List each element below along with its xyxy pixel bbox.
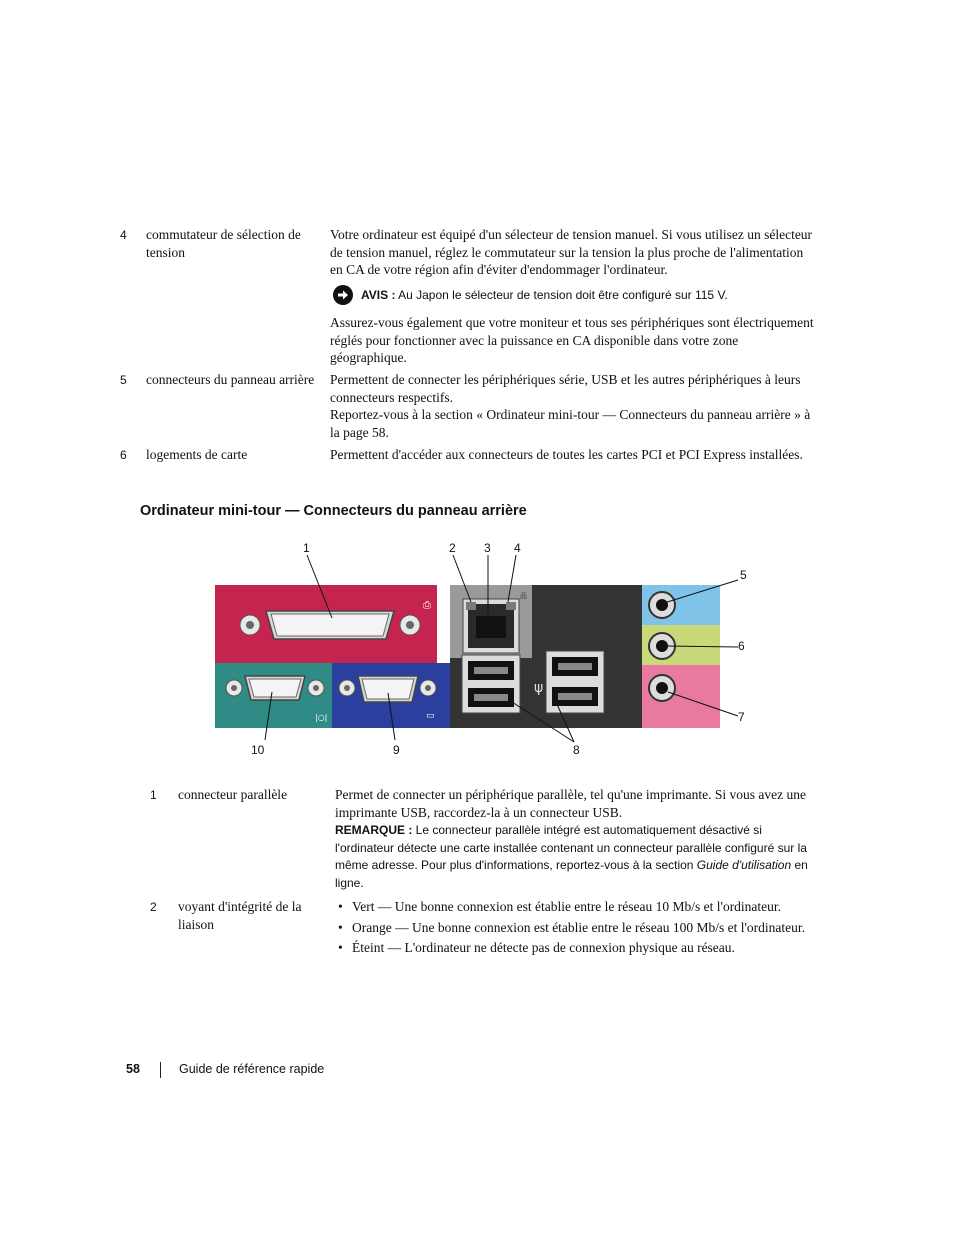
- remark-text: Le connecteur parallèle intégré est automatiquement désactivé si l'ordinateur détecte une carte installée contenant un connecteur parallèle configuré sur la même adresse. Pour plus d'informations, reportez-vous à la section: [335, 823, 807, 872]
- usb-icon: ψ: [534, 680, 544, 696]
- network-icon: 品: [520, 592, 527, 600]
- row-name: connecteurs du panneau arrière: [146, 372, 315, 387]
- remark: [335, 822, 815, 892]
- footer-title: Guide de référence rapide: [179, 1062, 325, 1076]
- list-item: • Éteint — L'ordinateur ne détecte pas de connexion physique au réseau.: [338, 940, 735, 955]
- callout-10: 10: [251, 743, 265, 757]
- list-item-text: Éteint — L'ordinateur ne détecte pas de connexion physique au réseau.: [352, 940, 735, 955]
- row-name: commutateur de sélection de tension: [146, 227, 301, 260]
- notice: [333, 285, 813, 305]
- row-number: 5: [120, 373, 127, 387]
- remark-italic: Guide d'utilisation: [696, 858, 792, 872]
- row-description: [330, 371, 815, 441]
- callout-8: 8: [573, 743, 580, 757]
- bullet-list: [338, 898, 808, 960]
- printer-icon: ⎙: [423, 600, 431, 611]
- back-panel-diagram: [0, 530, 954, 770]
- notice-arrow-icon: [333, 285, 353, 305]
- description-extra-text: Reportez-vous à la section « Ordinateur mini-tour — Connecteurs du panneau arrière » à la page 58.: [330, 407, 811, 440]
- list-item: • Vert — Une bonne connexion est établie entre le réseau 10 Mb/s et l'ordinateur.: [338, 899, 782, 914]
- row-number: 4: [120, 228, 127, 242]
- row-description-extra: [330, 314, 815, 367]
- callout-2: 2: [449, 541, 456, 555]
- callout-1: 1: [303, 541, 310, 555]
- description-text: Votre ordinateur est équipé d'un sélecteur de tension manuel. Si vous utilisez un sélecteur de tension manuel, réglez le commutateur sur la tension la plus proche de l'alimentation en CA de votre région afin d'éviter d'endommager l'ordinateur.: [330, 227, 813, 277]
- notice-text: Au Japon le sélecteur de tension doit être configuré sur 115 V.: [395, 287, 728, 302]
- item-number: 1: [150, 788, 157, 802]
- list-item: • Orange — Une bonne connexion est établie entre le réseau 100 Mb/s et l'ordinateur.: [338, 919, 806, 935]
- monitor-icon: ▭: [426, 711, 435, 721]
- footer-divider: [160, 1062, 161, 1078]
- callout-5: 5: [740, 568, 747, 582]
- callout-3: 3: [484, 541, 491, 555]
- notice-label: AVIS :: [361, 287, 396, 302]
- network-connector: [463, 599, 519, 653]
- item-name: connecteur parallèle: [178, 787, 288, 802]
- line-in-jack: [649, 592, 675, 618]
- callout-9: 9: [393, 743, 400, 757]
- description-text: Permettent de connecter les périphériques série, USB et les autres périphériques à leurs connecteurs respectifs.: [330, 372, 801, 405]
- description-extra-text: Assurez-vous également que votre moniteur et tous ses périphériques sont électriquement réglés pour fonctionner avec la puissance en CA disponible dans votre zone géographique.: [330, 315, 814, 365]
- page-number: 58: [126, 1062, 140, 1076]
- callout-6: 6: [738, 639, 745, 653]
- callout-7: 7: [738, 710, 745, 724]
- description-text: Permettent d'accéder aux connecteurs de toutes les cartes PCI et PCI Express installées.: [330, 447, 803, 462]
- row-description: [330, 446, 815, 464]
- list-item-text: Orange — Une bonne connexion est établie entre le réseau 100 Mb/s et l'ordinateur.: [352, 919, 806, 935]
- row-number: 6: [120, 448, 127, 462]
- row-name: logements de carte: [146, 447, 248, 462]
- serial-icon: |○|: [315, 713, 328, 722]
- item-name: voyant d'intégrité de la liaison: [178, 899, 302, 932]
- usb-connectors-left: [462, 655, 520, 713]
- usb-connectors-right: [546, 651, 604, 713]
- remark-label: REMARQUE :: [335, 823, 413, 837]
- callout-4: 4: [514, 541, 521, 555]
- item-number: 2: [150, 900, 157, 914]
- section-title: Ordinateur mini-tour — Connecteurs du panneau arrière: [140, 503, 527, 519]
- mic-jack: [649, 675, 675, 701]
- item-description: Permet de connecter un périphérique parallèle, tel qu'une imprimante. Si vous avez une imprimante USB, raccordez-la à un connecteur USB.: [335, 787, 807, 820]
- list-item-text: Vert — Une bonne connexion est établie entre le réseau 10 Mb/s et l'ordinateur.: [352, 899, 782, 914]
- row-description: [330, 226, 815, 279]
- remark-end: en ligne.: [335, 858, 808, 890]
